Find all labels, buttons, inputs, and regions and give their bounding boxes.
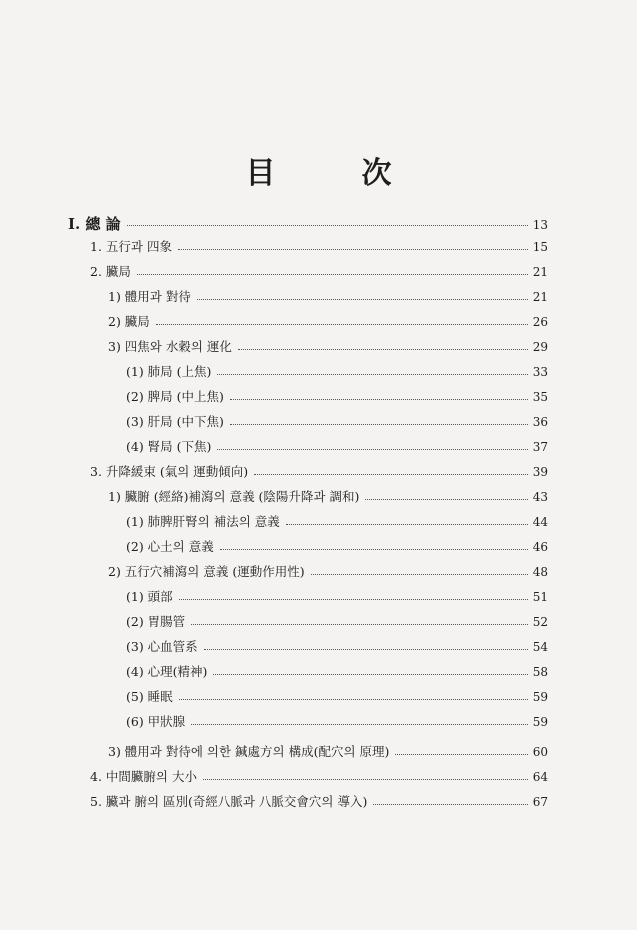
toc-leader-dots [156,324,528,325]
toc-entry-page-number: 35 [532,390,548,404]
toc-entry [108,562,548,582]
toc-entry-page-number: 54 [532,640,548,654]
toc-entry [90,792,548,812]
toc-entry [126,387,548,407]
toc-leader-dots [191,724,528,725]
toc-entry-page-number: 51 [532,590,548,604]
toc-entry [126,612,548,632]
toc-entry-page-number: 13 [532,218,548,232]
toc-entry-label: (2) 胃腸管 [126,614,186,629]
toc-leader-dots [373,804,527,805]
toc-entry-page-number: 33 [532,365,548,379]
toc-leader-dots [286,524,528,525]
toc-entry [90,462,548,482]
toc-entry-label: (4) 心理(精神) [126,664,208,679]
toc-entry-page-number: 29 [532,340,548,354]
toc-entry-label: (1) 肺局 (上焦) [126,364,212,379]
toc-entry [126,412,548,432]
toc-entry-page-number: 52 [532,615,548,629]
toc-entry [90,237,548,257]
toc-entry-page-number: 37 [532,440,548,454]
toc-leader-dots [395,754,527,755]
toc-leader-dots [191,624,528,625]
toc-entry-label: (2) 脾局 (中上焦) [126,389,224,404]
toc-entry-label: (4) 腎局 (下焦) [126,439,212,454]
toc-leader-dots [197,299,528,300]
toc-leader-dots [254,474,528,475]
toc-entry-page-number: 39 [532,465,548,479]
toc-entry-label: 1) 體用과 對待 [108,289,191,304]
toc-entry-label: 5. 臟과 腑의 區別(奇經八脈과 八脈交會穴의 導入) [90,794,368,809]
toc-entry [126,637,548,657]
toc-leader-dots [179,599,528,600]
toc-entry-label: (6) 甲狀腺 [126,714,186,729]
toc-entry [108,487,548,507]
toc-entry-label: 1. 五行과 四象 [90,239,172,254]
toc-entry-label: 2. 臟局 [90,264,131,279]
toc-entry-page-number: 48 [532,565,548,579]
toc-entry-label: (2) 心土의 意義 [126,539,214,554]
toc-entry [68,213,548,233]
page-title: 目 次 [245,156,420,191]
toc-entry-label: 4. 中間臟腑의 大小 [90,769,197,784]
toc-entry [90,767,548,787]
toc-leader-dots [238,349,528,350]
toc-entry-label: (3) 肝局 (中下焦) [126,414,224,429]
toc-entry-page-number: 44 [532,515,548,529]
toc-leader-dots [311,574,528,575]
toc-entry [90,262,548,282]
toc-leader-dots [365,499,527,500]
toc-entry [126,587,548,607]
toc-entry [126,437,548,457]
toc-entry [108,742,548,762]
toc-leader-dots [230,424,528,425]
toc-entry-page-number: 15 [532,240,548,254]
toc-leader-dots [127,225,528,226]
toc-entry-label: I. 總 論 [68,215,121,233]
toc-entry [108,287,548,307]
toc-entry-page-number: 36 [532,415,548,429]
toc-entry-page-number: 59 [532,715,548,729]
toc-entry [126,362,548,382]
toc-entry-label: 1) 臟腑 (經絡)補瀉의 意義 (陰陽升降과 調和) [108,489,360,504]
toc-leader-dots [179,699,528,700]
toc-entry-page-number: 58 [532,665,548,679]
toc-entry-label: 2) 臟局 [108,314,150,329]
toc-entry-page-number: 60 [532,745,548,759]
toc-entry [126,537,548,557]
toc-entry [126,712,548,732]
toc-entry-label: 3) 體用과 對待에 의한 鍼處方의 構成(配穴의 原理) [108,744,390,759]
toc-leader-dots [213,674,527,675]
toc-leader-dots [204,649,528,650]
toc-leader-dots [217,374,527,375]
toc-entry-page-number: 26 [532,315,548,329]
toc-entry [108,312,548,332]
toc-entry-label: 3) 四焦와 水穀의 運化 [108,339,232,354]
toc-entry-page-number: 46 [532,540,548,554]
toc-entry [126,512,548,532]
toc-entry-label: (1) 頭部 [126,589,173,604]
toc-entry-label: (5) 睡眠 [126,689,173,704]
toc-entry-page-number: 67 [532,795,548,809]
toc-entry-page-number: 21 [532,290,548,304]
toc-leader-dots [230,399,528,400]
toc-leader-dots [220,549,528,550]
toc-entry-page-number: 21 [532,265,548,279]
toc-entry-page-number: 59 [532,690,548,704]
toc-entry-page-number: 64 [532,770,548,784]
toc-entry-page-number: 43 [532,490,548,504]
toc-entry [126,687,548,707]
toc-leader-dots [203,779,528,780]
toc-entry-label: 2) 五行穴補瀉의 意義 (運動作用性) [108,564,305,579]
toc-entry-label: (3) 心血管系 [126,639,198,654]
toc-entry-label: 3. 升降緩束 (氣의 運動傾向) [90,464,249,479]
toc-entry [108,337,548,357]
toc-leader-dots [217,449,527,450]
toc-leader-dots [178,249,528,250]
toc-entry-label: (1) 肺脾肝腎의 補法의 意義 [126,514,280,529]
toc-entry [126,662,548,682]
toc-leader-dots [137,274,528,275]
